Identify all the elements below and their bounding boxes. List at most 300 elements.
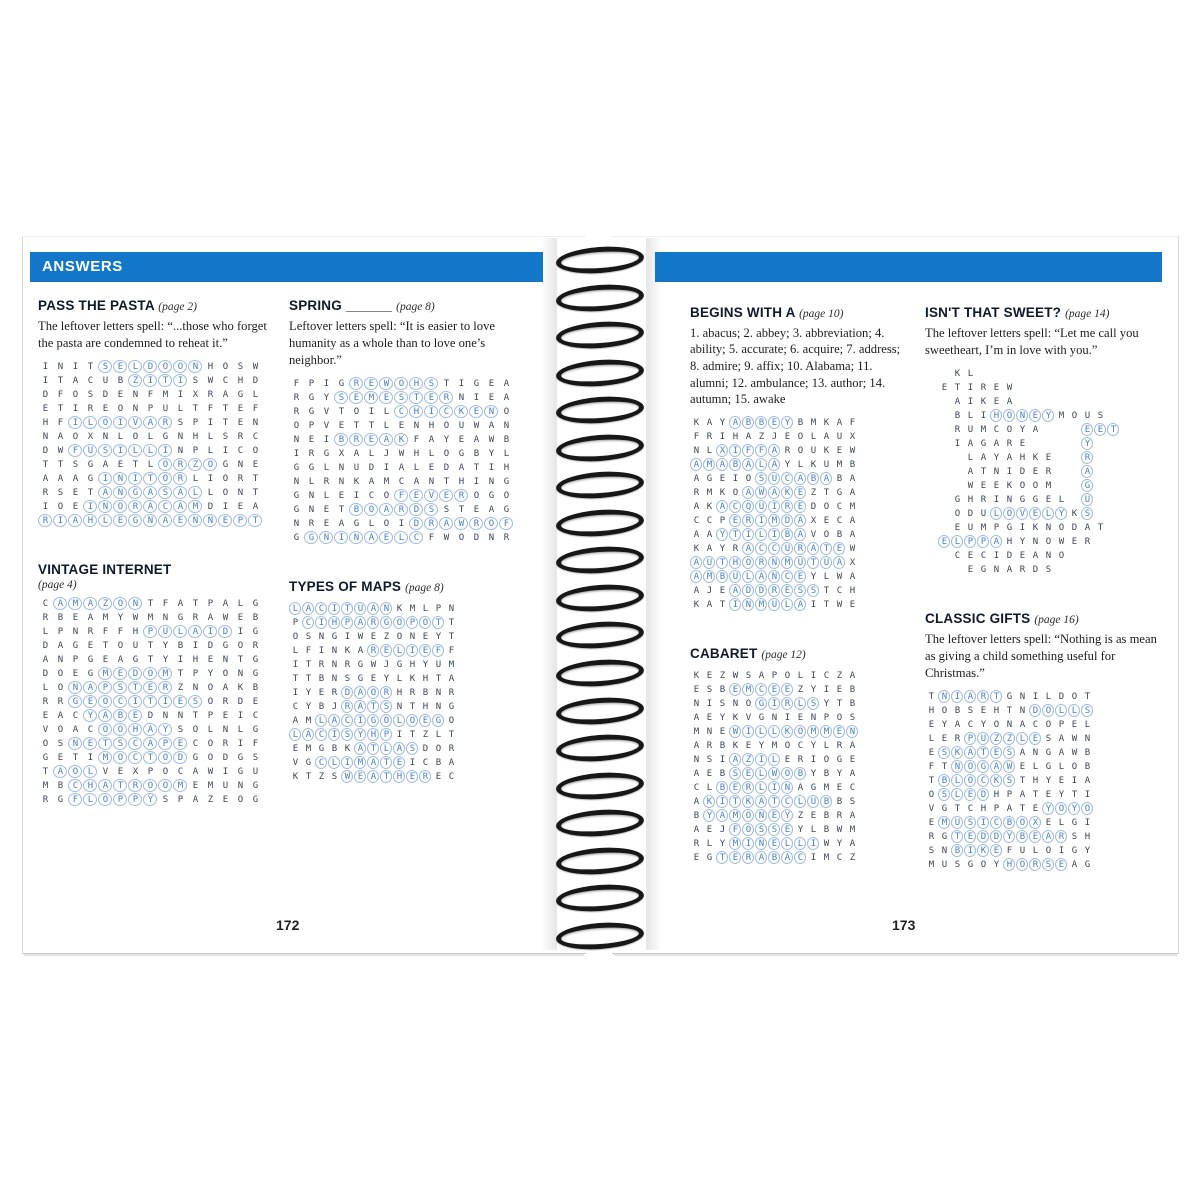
grid-letter: L	[823, 740, 830, 751]
grid-letter: I	[237, 739, 244, 749]
grid-letter: N	[338, 477, 345, 488]
grid-letter: M	[102, 613, 109, 623]
grid-letter: T	[57, 404, 64, 415]
grid-letter: A	[222, 390, 229, 401]
grid-letter: T	[147, 641, 154, 651]
grid-letter: K	[237, 683, 244, 693]
grid-letter-circled: M	[354, 756, 367, 769]
grid-letter: O	[928, 790, 935, 801]
grid-row	[690, 795, 910, 809]
grid-letter: G	[836, 487, 843, 498]
grid-letter: A	[1019, 748, 1026, 759]
grid-letter: U	[967, 523, 974, 534]
grid-row	[289, 728, 529, 742]
grid-letter: I	[719, 754, 726, 765]
grid-letter: W	[823, 838, 830, 849]
grid-letter-circled: C	[781, 570, 794, 583]
grid-letter: L	[383, 407, 390, 418]
section-page-ref: (page 16)	[1034, 614, 1079, 627]
grid-letter: R	[318, 660, 325, 671]
grid-letter-circled: C	[794, 851, 807, 864]
grid-letter: S	[849, 712, 856, 723]
grid-letter-circled: D	[409, 517, 424, 530]
grid-letter: E	[1045, 818, 1052, 829]
grid-letter: S	[745, 670, 752, 681]
grid-letter-circled: B	[807, 472, 820, 485]
grid-row	[38, 486, 278, 500]
grid-letter: T	[1084, 692, 1091, 703]
grid-letter-circled: B	[742, 416, 755, 429]
grid-letter-circled: E	[768, 837, 781, 850]
grid-letter: D	[967, 509, 974, 520]
grid-letter: Y	[323, 393, 330, 404]
grid-letter: R	[448, 688, 455, 699]
grid-letter-circled: I	[113, 444, 128, 457]
grid-letter: R	[42, 613, 49, 623]
grid-gap	[1055, 451, 1068, 464]
grid-letter: T	[147, 655, 154, 665]
grid-letter: A	[473, 435, 480, 446]
grid-letter: I	[207, 418, 214, 429]
grid-letter-circled: H	[83, 514, 98, 527]
grid-letter: H	[422, 702, 429, 713]
spiral-coil	[555, 319, 645, 351]
grid-letter: A	[57, 641, 64, 651]
grid-letter: L	[323, 463, 330, 474]
grid-letter-circled: G	[68, 695, 83, 708]
grid-letter-circled: N	[128, 597, 143, 610]
grid-letter-circled: B	[781, 528, 794, 541]
grid-letter: F	[305, 646, 312, 657]
grid-letter-circled: N	[98, 500, 113, 513]
grid-letter: G	[1019, 495, 1026, 506]
grid-letter: Y	[810, 684, 817, 695]
grid-letter: Y	[305, 688, 312, 699]
grid-row	[690, 767, 910, 781]
grid-letter-circled: M	[188, 500, 203, 513]
grid-letter-circled: L	[289, 602, 302, 615]
grid-letter: B	[849, 698, 856, 709]
grid-letter: L	[428, 449, 435, 460]
grid-letter: A	[448, 674, 455, 685]
grid-letter: S	[177, 418, 184, 429]
grid-letter: K	[409, 674, 416, 685]
answers-header-label: ANSWERS	[42, 258, 123, 275]
grid-letter-circled: D	[781, 514, 794, 527]
grid-letter: E	[1045, 790, 1052, 801]
grid-letter: G	[252, 655, 259, 665]
grid-letter: I	[1071, 776, 1078, 787]
grid-letter-circled: A	[755, 795, 768, 808]
grid-row	[690, 444, 910, 458]
grid-letter-circled: I	[315, 616, 328, 629]
grid-letter: H	[207, 362, 214, 373]
grid-letter: G	[836, 754, 843, 765]
grid-letter-circled: G	[304, 531, 319, 544]
grid-row	[925, 718, 1167, 732]
grid-letter: L	[1032, 846, 1039, 857]
grid-letter-circled: O	[98, 695, 113, 708]
grid-letter: E	[72, 502, 79, 513]
grid-letter-circled: U	[354, 602, 367, 615]
grid-letter: Y	[422, 660, 429, 671]
grid-letter-circled: N	[113, 486, 128, 499]
grid-row	[690, 753, 910, 767]
grid-letter: B	[252, 613, 259, 623]
grid-letter: N	[409, 632, 416, 643]
grid-letter-circled: R	[380, 686, 393, 699]
grid-letter: S	[344, 674, 351, 685]
grid-letter: L	[42, 683, 49, 693]
grid-letter: W	[207, 376, 214, 387]
grid-letter-circled: N	[742, 598, 755, 611]
grid-letter-circled: R	[367, 616, 380, 629]
grid-letter-circled: M	[781, 556, 794, 569]
grid-letter: U	[941, 860, 948, 871]
grid-letter: L	[1058, 495, 1065, 506]
grid-letter-circled: E	[781, 823, 794, 836]
grid-letter-circled: I	[98, 472, 113, 485]
grid-gap	[1042, 437, 1055, 450]
grid-letter: A	[192, 795, 199, 805]
grid-letter: N	[132, 390, 139, 401]
grid-letter: M	[771, 740, 778, 751]
grid-letter: R	[706, 740, 713, 751]
grid-letter: N	[192, 683, 199, 693]
grid-letter: N	[771, 712, 778, 723]
grid-letter: Y	[993, 453, 1000, 464]
grid-letter: F	[207, 404, 214, 415]
grid-letter: O	[954, 509, 961, 520]
grid-letter: G	[72, 641, 79, 651]
grid-row	[690, 711, 910, 725]
grid-letter: J	[383, 449, 390, 460]
grid-letter: E	[719, 585, 726, 596]
grid-letter-circled: D	[218, 625, 233, 638]
grid-letter-circled: Y	[354, 728, 367, 741]
grid-letter: A	[353, 449, 360, 460]
grid-letter: E	[1071, 537, 1078, 548]
grid-letter-circled: I	[768, 697, 781, 710]
grid-letter-circled: I	[755, 753, 768, 766]
grid-letter: O	[797, 445, 804, 456]
grid-letter-circled: L	[1055, 704, 1068, 717]
grid-letter: L	[207, 446, 214, 457]
grid-letter-circled: A	[367, 756, 380, 769]
grid-letter: D	[422, 744, 429, 755]
grid-letter: E	[72, 669, 79, 679]
grid-letter: O	[503, 407, 510, 418]
grid-letter: D	[1058, 692, 1065, 703]
grid-letter: S	[237, 362, 244, 373]
grid-letter: T	[292, 674, 299, 685]
grid-letter: C	[980, 551, 987, 562]
grid-letter-circled: A	[302, 728, 315, 741]
grid-letter: A	[954, 720, 961, 731]
grid-letter-circled: N	[68, 681, 83, 694]
grid-letter-circled: R	[755, 556, 768, 569]
grid-letter-circled: L	[990, 507, 1003, 520]
grid-letter: C	[87, 725, 94, 735]
grid-row	[925, 507, 1167, 521]
grid-letter: K	[706, 501, 713, 512]
grid-letter: G	[318, 744, 325, 755]
grid-row	[925, 479, 1167, 493]
grid-letter: H	[458, 477, 465, 488]
grid-letter: N	[331, 674, 338, 685]
grid-letter-circled: O	[203, 458, 218, 471]
grid-letter: N	[993, 467, 1000, 478]
grid-letter-circled: M	[768, 514, 781, 527]
grid-gap	[1068, 493, 1081, 506]
grid-gap	[925, 437, 938, 450]
grid-letter-circled: A	[794, 472, 807, 485]
grid-letter-circled: A	[807, 542, 820, 555]
grid-letter: L	[503, 449, 510, 460]
grid-letter: T	[1019, 804, 1026, 815]
grid-letter-circled: Y	[716, 528, 729, 541]
grid-letter: R	[693, 838, 700, 849]
grid-letter: N	[435, 688, 442, 699]
grid-letter: A	[849, 473, 856, 484]
grid-letter-circled: Z	[188, 458, 203, 471]
grid-letter: E	[967, 551, 974, 562]
section-intro: The leftover letters spell: “...those who forget the pasta are condemned to reheat it.”	[38, 318, 267, 350]
grid-letter: T	[1019, 776, 1026, 787]
grid-letter: Z	[797, 684, 804, 695]
grid-letter-circled: O	[98, 416, 113, 429]
grid-letter: Y	[117, 613, 124, 623]
grid-letter: L	[147, 432, 154, 443]
grid-letter: G	[237, 767, 244, 777]
grid-letter: N	[435, 702, 442, 713]
grid-letter: I	[318, 646, 325, 657]
grid-letter: R	[237, 432, 244, 443]
grid-letter: E	[1032, 467, 1039, 478]
grid-row	[925, 549, 1167, 563]
grid-letter-circled: N	[781, 781, 794, 794]
grid-letter: E	[993, 481, 1000, 492]
grid-letter: A	[72, 725, 79, 735]
grid-letter-circled: Y	[1081, 437, 1094, 450]
grid-letter: I	[344, 632, 351, 643]
grid-letter: N	[57, 655, 64, 665]
grid-letter-circled: U	[781, 542, 794, 555]
grid-letter: N	[1006, 720, 1013, 731]
grid-letter-circled: A	[354, 616, 367, 629]
grid-letter: S	[252, 753, 259, 763]
grid-letter: O	[1058, 523, 1065, 534]
grid-letter: T	[368, 421, 375, 432]
grid-letter: F	[147, 390, 154, 401]
grid-letter-circled: K	[454, 405, 469, 418]
grid-letter: K	[732, 712, 739, 723]
grid-letter: E	[370, 632, 377, 643]
grid-letter: D	[473, 533, 480, 544]
grid-letter: A	[207, 613, 214, 623]
grid-letter: E	[102, 655, 109, 665]
grid-letter: O	[222, 362, 229, 373]
grid-letter: B	[1084, 748, 1091, 759]
grid-letter: S	[192, 376, 199, 387]
grid-letter: U	[102, 376, 109, 387]
grid-letter-circled: I	[951, 690, 964, 703]
grid-letter: W	[443, 533, 450, 544]
grid-letter: G	[488, 491, 495, 502]
grid-letter-circled: F	[742, 444, 755, 457]
grid-letter: T	[192, 599, 199, 609]
grid-letter: A	[72, 474, 79, 485]
grid-letter: E	[222, 711, 229, 721]
spiral-coil	[555, 882, 645, 914]
grid-letter-circled: T	[1107, 423, 1120, 436]
grid-letter: I	[473, 393, 480, 404]
grid-letter: N	[308, 505, 315, 516]
grid-letter: T	[928, 776, 935, 787]
grid-letter: B	[57, 781, 64, 791]
grid-letter: R	[323, 477, 330, 488]
grid-letter-circled: L	[781, 598, 794, 611]
grid-letter: S	[177, 725, 184, 735]
grid-letter: P	[308, 379, 315, 390]
grid-letter: L	[308, 477, 315, 488]
grid-letter: I	[980, 411, 987, 422]
grid-letter-circled: P	[113, 793, 128, 806]
grid-letter-circled: R	[128, 500, 143, 513]
grid-letter: U	[458, 421, 465, 432]
grid-row	[38, 416, 278, 430]
grid-letter-circled: O	[964, 774, 977, 787]
grid-letter: P	[1058, 720, 1065, 731]
grid-letter-circled: L	[755, 528, 768, 541]
grid-letter: Z	[797, 810, 804, 821]
grid-letter-circled: L	[328, 756, 341, 769]
grid-letter-circled: T	[951, 830, 964, 843]
grid-letter-circled: E	[364, 377, 379, 390]
grid-letter-circled: H	[393, 770, 406, 783]
grid-letter: O	[993, 720, 1000, 731]
grid-letter: A	[823, 431, 830, 442]
grid-letter-circled: R	[341, 700, 354, 713]
grid-letter: I	[1032, 692, 1039, 703]
grid-letter: G	[331, 632, 338, 643]
grid-letter-circled: N	[1016, 409, 1029, 422]
grid-letter-circled: E	[729, 683, 742, 696]
grid-letter: D	[1071, 523, 1078, 534]
grid-letter-circled: I	[158, 695, 173, 708]
grid-letter: N	[1006, 495, 1013, 506]
grid-gap	[938, 451, 951, 464]
grid-letter: G	[42, 753, 49, 763]
grid-letter-circled: P	[406, 616, 419, 629]
section-page-ref: (page 14)	[1065, 308, 1110, 320]
grid-letter-circled: A	[690, 570, 703, 583]
grid-letter: K	[1006, 481, 1013, 492]
grid-letter: I	[293, 449, 300, 460]
grid-letter: A	[758, 670, 765, 681]
grid-letter: G	[357, 660, 364, 671]
grid-letter-circled: N	[938, 690, 951, 703]
grid-letter: C	[292, 702, 299, 713]
grid-letter: P	[823, 712, 830, 723]
grid-letter: K	[344, 744, 351, 755]
grid-letter: N	[102, 432, 109, 443]
grid-letter-circled: R	[781, 697, 794, 710]
grid-row	[38, 709, 278, 723]
grid-letter: E	[435, 772, 442, 783]
grid-letter: E	[87, 641, 94, 651]
grid-letter: I	[784, 712, 791, 723]
grid-letter: A	[1006, 565, 1013, 576]
grid-letter: Y	[1045, 776, 1052, 787]
grid-letter: Z	[810, 487, 817, 498]
grid-letter: O	[823, 529, 830, 540]
grid-letter: C	[993, 425, 1000, 436]
grid-letter-circled: Q	[742, 500, 755, 513]
grid-row	[925, 704, 1167, 718]
section-title	[690, 305, 910, 322]
grid-letter: A	[488, 421, 495, 432]
grid-letter-circled: L	[83, 765, 98, 778]
grid-letter: Z	[849, 852, 856, 863]
grid-letter: T	[338, 407, 345, 418]
grid-letter-circled: A	[143, 416, 158, 429]
grid-letter-circled: N	[143, 514, 158, 527]
grid-letter: O	[162, 767, 169, 777]
grid-letter: G	[252, 795, 259, 805]
grid-letter-circled: D	[409, 503, 424, 516]
grid-letter: A	[849, 810, 856, 821]
grid-letter: E	[72, 488, 79, 499]
grid-letter: X	[338, 449, 345, 460]
grid-letter: P	[192, 669, 199, 679]
grid-letter-circled: I	[768, 781, 781, 794]
grid-letter: E	[323, 505, 330, 516]
section-title	[925, 305, 1167, 322]
grid-letter-circled: A	[328, 714, 341, 727]
grid-letter-circled: S	[98, 444, 113, 457]
grid-letter-circled: K	[394, 433, 409, 446]
grid-letter-circled: P	[143, 625, 158, 638]
grid-letter-circled: L	[83, 793, 98, 806]
grid-letter: T	[1097, 523, 1104, 534]
grid-letter-circled: M	[364, 391, 379, 404]
grid-letter: C	[237, 446, 244, 457]
grid-letter: R	[1019, 565, 1026, 576]
grid-letter: M	[810, 417, 817, 428]
grid-letter: U	[980, 509, 987, 520]
grid-letter: E	[323, 519, 330, 530]
grid-letter: T	[954, 804, 961, 815]
grid-row	[289, 377, 529, 391]
grid-letter: W	[849, 445, 856, 456]
grid-letter-circled: D	[977, 830, 990, 843]
grid-letter: C	[42, 599, 49, 609]
grid-letter: A	[398, 463, 405, 474]
grid-letter: I	[719, 431, 726, 442]
grid-letter-circled: E	[419, 644, 432, 657]
grid-letter-circled: L	[951, 788, 964, 801]
grid-letter: G	[357, 674, 364, 685]
grid-letter: E	[967, 565, 974, 576]
grid-letter-circled: O	[394, 377, 409, 390]
grid-letter-circled: E	[768, 416, 781, 429]
grid-letter: T	[338, 505, 345, 516]
grid-letter-circled: R	[158, 681, 173, 694]
grid-letter-circled: C	[439, 405, 454, 418]
grid-row	[690, 781, 910, 795]
grid-letter: H	[396, 688, 403, 699]
